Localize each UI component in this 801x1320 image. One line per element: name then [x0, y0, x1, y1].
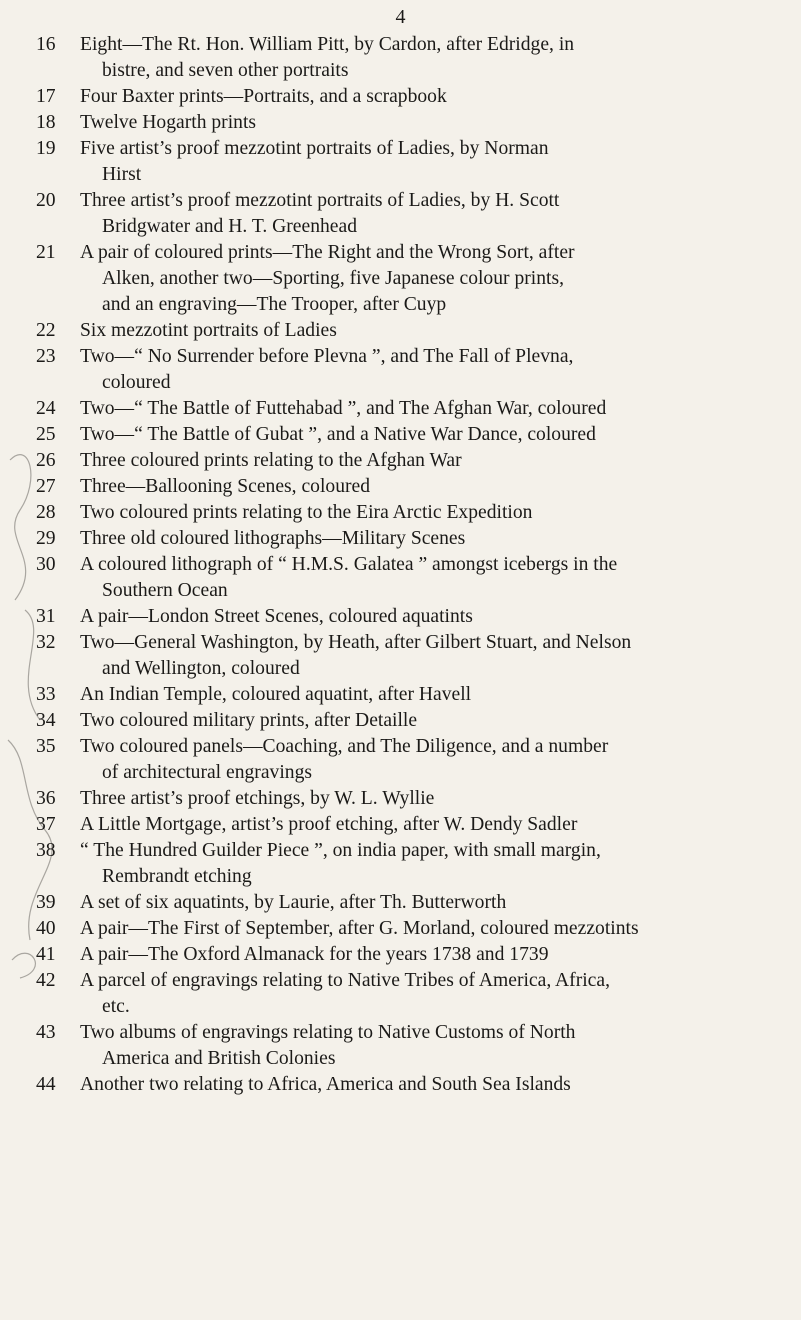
- lot-line: Two coloured military prints, after Detaille: [80, 710, 418, 731]
- lot-line: Alken, another two—Sporting, five Japanese colour prints,: [102, 268, 564, 289]
- lot-description: [80, 786, 786, 812]
- lot-line: Twelve Hogarth prints: [80, 112, 257, 133]
- lot-line: A pair of coloured prints—The Right and the Wrong Sort, after: [80, 242, 575, 263]
- lot-line: Another two relating to Africa, America and South Sea Islands: [80, 1074, 571, 1095]
- lot-number: 16: [36, 34, 56, 55]
- lot-description: [80, 84, 786, 110]
- lot-item: [36, 630, 786, 682]
- lot-line: A set of six aquatints, by Laurie, after Th. Butterworth: [80, 892, 507, 913]
- lot-description: [80, 604, 786, 630]
- lot-number: 38: [36, 840, 56, 861]
- lot-line: Rembrandt etching: [102, 866, 252, 887]
- lot-number: 28: [36, 502, 56, 523]
- lot-number: 19: [36, 138, 56, 159]
- lot-description: [80, 1072, 786, 1098]
- lot-item: [36, 32, 786, 84]
- lot-line: “ The Hundred Guilder Piece ”, on india paper, with small margin,: [80, 840, 601, 861]
- lot-item: [36, 136, 786, 188]
- lot-item: [36, 812, 786, 838]
- lot-description: [80, 344, 786, 396]
- lot-description: [80, 474, 786, 500]
- lot-number: 37: [36, 814, 56, 835]
- lot-description: [80, 526, 786, 552]
- lot-item: [36, 890, 786, 916]
- lot-number: 44: [36, 1074, 56, 1095]
- lot-item: [36, 968, 786, 1020]
- lot-number: 39: [36, 892, 56, 913]
- lot-line: Two—“ No Surrender before Plevna ”, and The Fall of Plevna,: [80, 346, 574, 367]
- lot-number: 20: [36, 190, 56, 211]
- lot-description: [80, 812, 786, 838]
- lot-line: A pair—The First of September, after G. Morland, coloured mezzotints: [80, 918, 639, 939]
- lot-description: [80, 240, 786, 318]
- lot-line: A coloured lithograph of “ H.M.S. Galatea ” amongst icebergs in the: [80, 554, 618, 575]
- page-number: 4: [395, 6, 406, 28]
- lot-number: 35: [36, 736, 56, 757]
- lot-item: [36, 526, 786, 552]
- lot-item: [36, 942, 786, 968]
- lot-line: Southern Ocean: [102, 580, 228, 601]
- lot-item: [36, 474, 786, 500]
- lot-number: 32: [36, 632, 56, 653]
- lot-line: A parcel of engravings relating to Native Tribes of America, Africa,: [80, 970, 610, 991]
- lot-number: 21: [36, 242, 56, 263]
- lot-line: A pair—London Street Scenes, coloured aquatints: [80, 606, 473, 627]
- lot-item: [36, 734, 786, 786]
- lot-line: Eight—The Rt. Hon. William Pitt, by Cardon, after Edridge, in: [80, 34, 575, 55]
- lot-description: [80, 318, 786, 344]
- lot-number: 18: [36, 112, 56, 133]
- lot-line: Bridgwater and H. T. Greenhead: [102, 216, 357, 237]
- lot-item: [36, 500, 786, 526]
- lot-line: An Indian Temple, coloured aquatint, after Havell: [80, 684, 472, 705]
- lot-item: [36, 344, 786, 396]
- lot-description: [80, 32, 786, 84]
- lot-line: Three artist’s proof mezzotint portraits of Ladies, by H. Scott: [80, 190, 560, 211]
- lot-line: A Little Mortgage, artist’s proof etching, after W. Dendy Sadler: [80, 814, 578, 835]
- lot-description: [80, 448, 786, 474]
- lot-line: coloured: [102, 372, 171, 393]
- lot-item: [36, 422, 786, 448]
- lot-number: 27: [36, 476, 56, 497]
- lot-description: [80, 500, 786, 526]
- lot-line: and Wellington, coloured: [102, 658, 300, 679]
- lot-line: Two albums of engravings relating to Native Customs of North: [80, 1022, 576, 1043]
- lot-number: 24: [36, 398, 56, 419]
- lot-description: [80, 708, 786, 734]
- lot-description: [80, 734, 786, 786]
- lot-item: [36, 1020, 786, 1072]
- lot-number: 23: [36, 346, 56, 367]
- lot-number: 26: [36, 450, 56, 471]
- lot-description: [80, 136, 786, 188]
- lot-description: [80, 682, 786, 708]
- lot-number: 25: [36, 424, 56, 445]
- lot-description: [80, 968, 786, 1020]
- lot-description: [80, 110, 786, 136]
- lot-line: Two coloured panels—Coaching, and The Diligence, and a number: [80, 736, 609, 757]
- lot-item: [36, 786, 786, 812]
- lot-list: [36, 32, 786, 1098]
- lot-line: Two—“ The Battle of Futtehabad ”, and The Afghan War, coloured: [80, 398, 607, 419]
- lot-line: Four Baxter prints—Portraits, and a scrapbook: [80, 86, 447, 107]
- lot-line: Three artist’s proof etchings, by W. L. Wyllie: [80, 788, 435, 809]
- lot-line: Three old coloured lithographs—Military Scenes: [80, 528, 466, 549]
- lot-line: Two—“ The Battle of Gubat ”, and a Native War Dance, coloured: [80, 424, 596, 445]
- lot-description: [80, 396, 786, 422]
- lot-number: 36: [36, 788, 56, 809]
- lot-line: A pair—The Oxford Almanack for the years 1738 and 1739: [80, 944, 549, 965]
- lot-description: [80, 1020, 786, 1072]
- lot-description: [80, 552, 786, 604]
- lot-line: etc.: [102, 996, 130, 1017]
- lot-description: [80, 188, 786, 240]
- lot-line: America and British Colonies: [102, 1048, 336, 1069]
- lot-line: and an engraving—The Trooper, after Cuyp: [102, 294, 447, 315]
- lot-item: [36, 448, 786, 474]
- lot-item: [36, 240, 786, 318]
- lot-description: [80, 422, 786, 448]
- lot-number: 22: [36, 320, 56, 341]
- lot-item: [36, 110, 786, 136]
- lot-line: Three—Ballooning Scenes, coloured: [80, 476, 371, 497]
- lot-number: 31: [36, 606, 56, 627]
- lot-line: Five artist’s proof mezzotint portraits of Ladies, by Norman: [80, 138, 549, 159]
- lot-number: 33: [36, 684, 56, 705]
- lot-number: 41: [36, 944, 56, 965]
- lot-item: [36, 682, 786, 708]
- lot-item: [36, 552, 786, 604]
- lot-description: [80, 630, 786, 682]
- lot-item: [36, 838, 786, 890]
- lot-line: Six mezzotint portraits of Ladies: [80, 320, 337, 341]
- lot-number: 29: [36, 528, 56, 549]
- lot-number: 17: [36, 86, 56, 107]
- lot-item: [36, 916, 786, 942]
- lot-item: [36, 318, 786, 344]
- lot-item: [36, 708, 786, 734]
- lot-line: Three coloured prints relating to the Afghan War: [80, 450, 462, 471]
- lot-line: Two coloured prints relating to the Eira Arctic Expedition: [80, 502, 533, 523]
- lot-item: [36, 604, 786, 630]
- lot-number: 42: [36, 970, 56, 991]
- lot-item: [36, 396, 786, 422]
- lot-item: [36, 1072, 786, 1098]
- lot-description: [80, 890, 786, 916]
- lot-number: 30: [36, 554, 56, 575]
- lot-line: bistre, and seven other portraits: [102, 60, 349, 81]
- lot-description: [80, 916, 786, 942]
- lot-description: [80, 942, 786, 968]
- lot-number: 34: [36, 710, 56, 731]
- lot-item: [36, 188, 786, 240]
- lot-line: Hirst: [102, 164, 142, 185]
- lot-line: Two—General Washington, by Heath, after Gilbert Stuart, and Nelson: [80, 632, 632, 653]
- lot-line: of architectural engravings: [102, 762, 312, 783]
- lot-number: 40: [36, 918, 56, 939]
- lot-item: [36, 84, 786, 110]
- lot-description: [80, 838, 786, 890]
- lot-number: 43: [36, 1022, 56, 1043]
